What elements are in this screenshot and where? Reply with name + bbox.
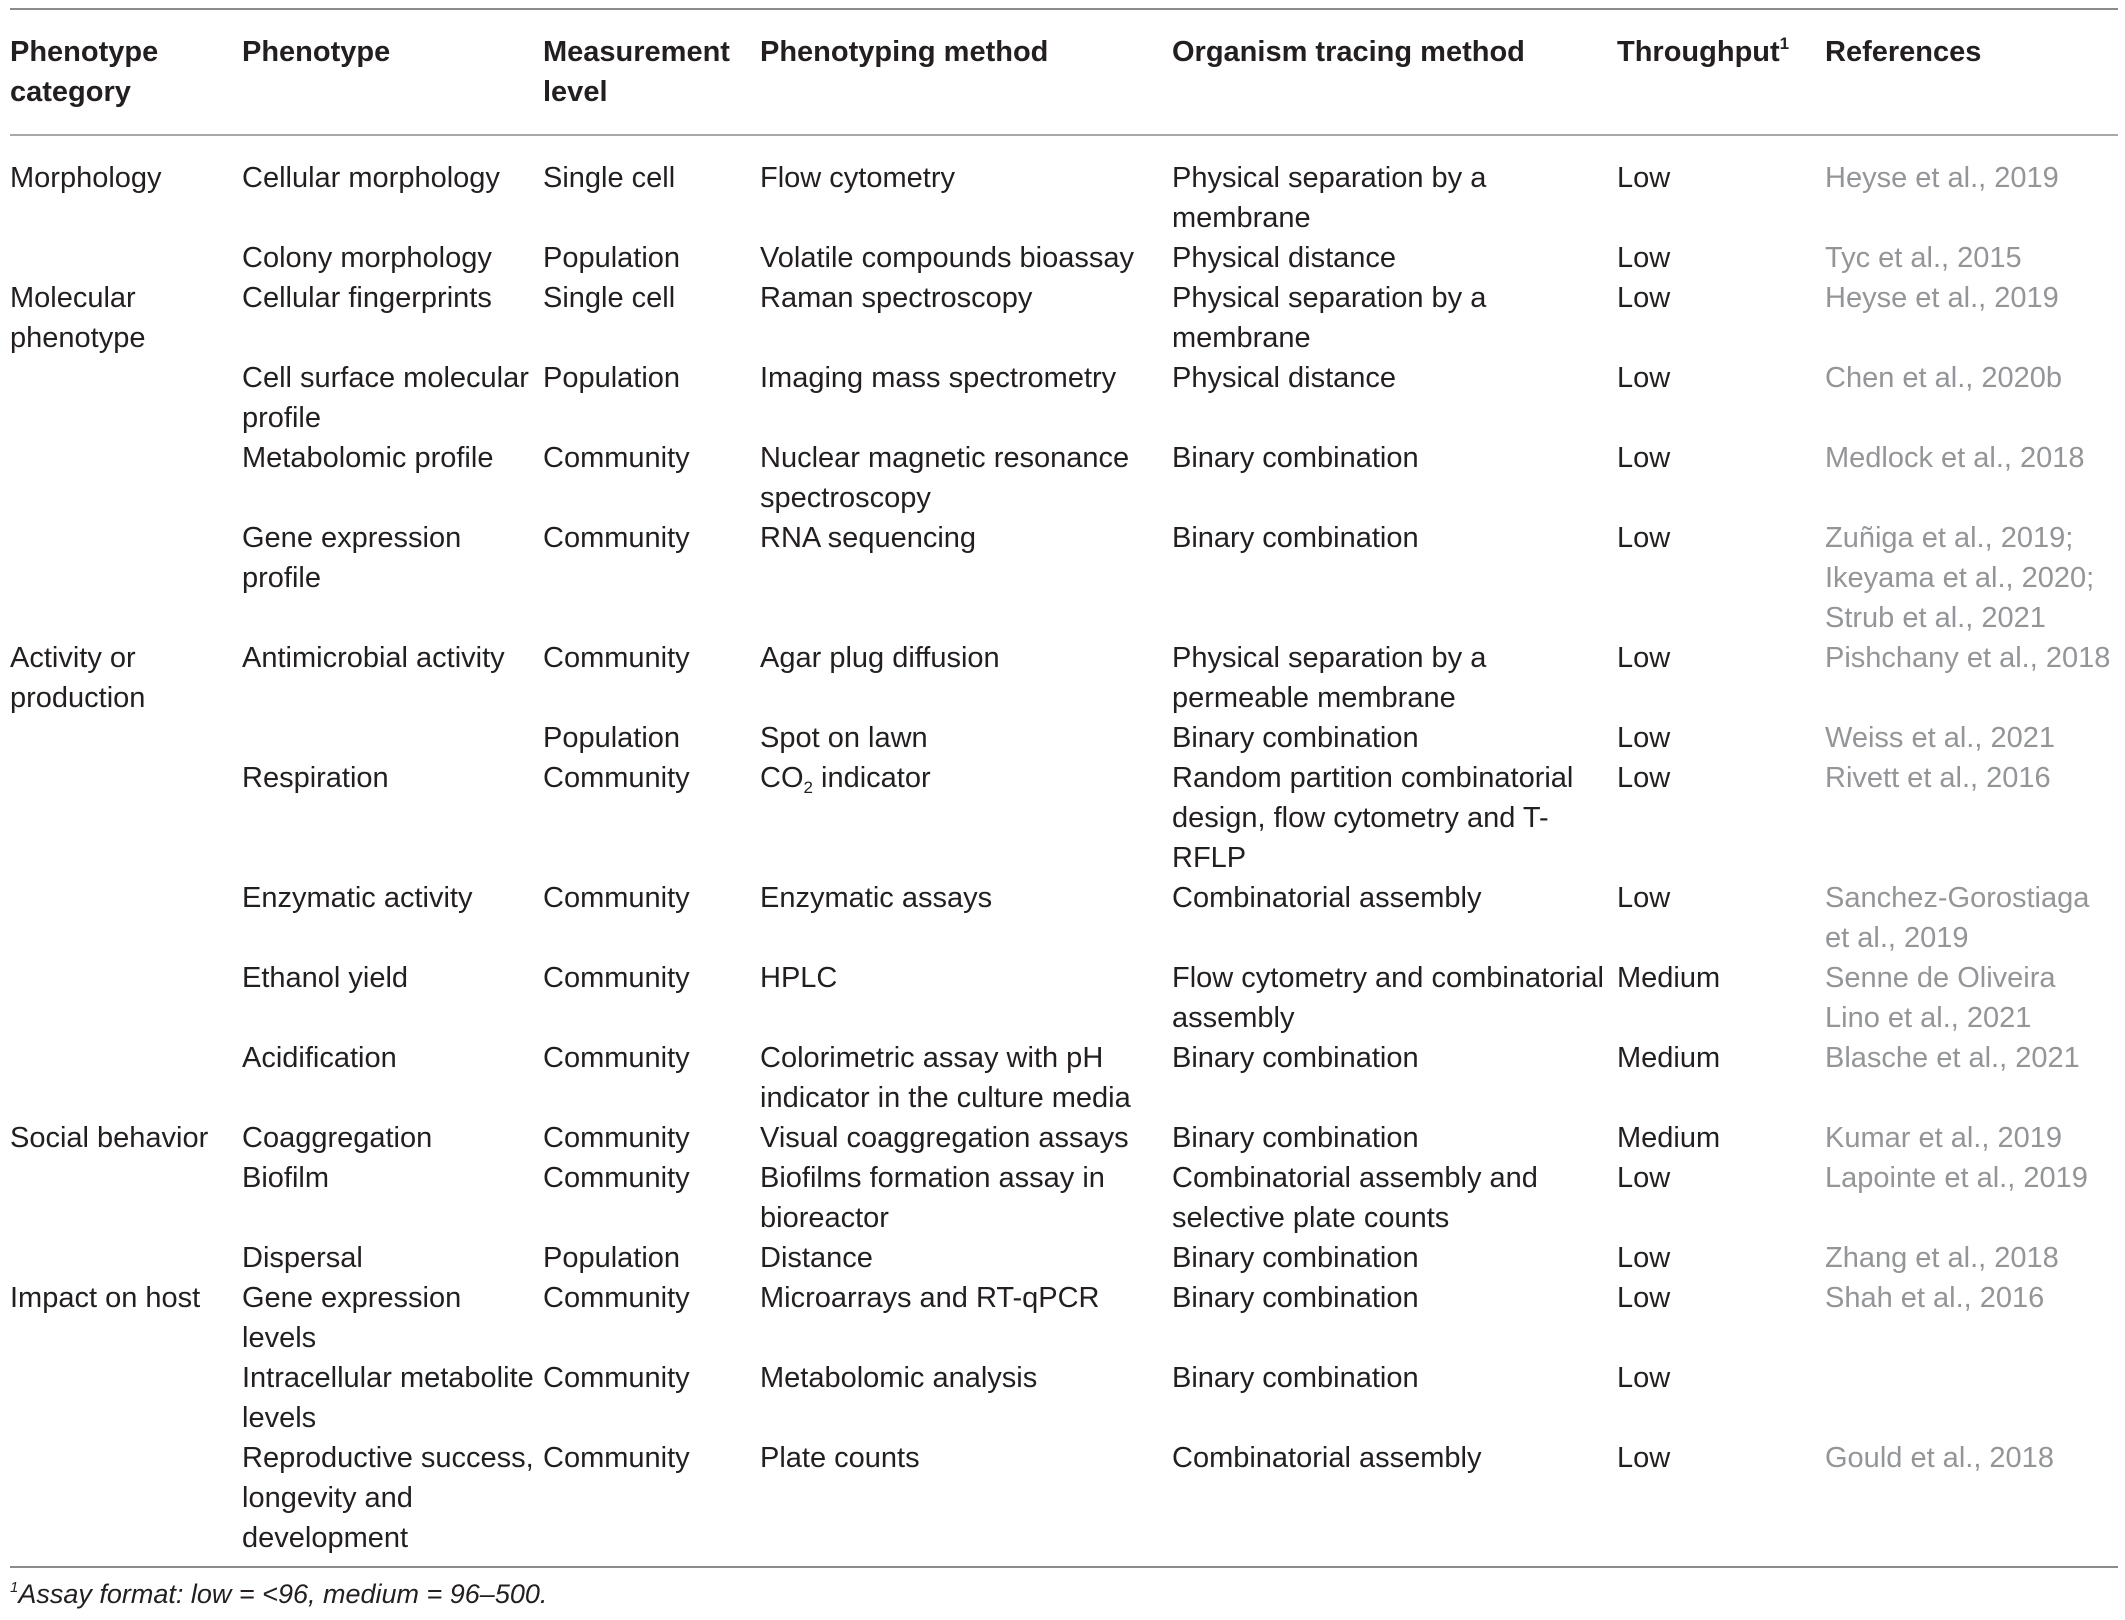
cell-measurement-level: Community bbox=[543, 522, 690, 554]
cell-organism-tracing-method: Flow cytometry and combinatorial assembly bbox=[1172, 962, 1604, 1034]
cell-measurement-level: Population bbox=[543, 242, 681, 274]
cell-measurement-level: Community bbox=[543, 1282, 690, 1314]
footnote-mark: 1 bbox=[10, 1579, 19, 1596]
table-row bbox=[10, 1278, 2118, 1358]
cell-phenotyping-method: Biofilms formation assay in bioreactor bbox=[760, 1162, 1105, 1234]
cell-organism-tracing-method: Physical distance bbox=[1172, 362, 1397, 394]
table-row bbox=[10, 718, 2118, 758]
table-body bbox=[10, 136, 2118, 1566]
cell-throughput: Low bbox=[1617, 1242, 1671, 1274]
header-throughput bbox=[1617, 10, 1825, 134]
cell-phenotype: Intracellular metabolite levels bbox=[242, 1362, 534, 1434]
cell-phenotype-category bbox=[10, 1158, 242, 1238]
cell-phenotyping-method: Volatile compounds bioassay bbox=[760, 242, 1135, 274]
cell-measurement-level: Community bbox=[543, 1442, 690, 1474]
cell-organism-tracing-method: Binary combination bbox=[1172, 1042, 1419, 1074]
cell-phenotype-category bbox=[10, 1038, 242, 1118]
cell-measurement-level: Single cell bbox=[543, 282, 676, 314]
cell-measurement-level: Community bbox=[543, 642, 690, 674]
table-row bbox=[10, 1358, 2118, 1438]
cell-phenotype: Cell surface molecular profile bbox=[242, 362, 529, 434]
cell-phenotyping-method: Enzymatic assays bbox=[760, 882, 993, 914]
bottom-rule bbox=[10, 1566, 2118, 1568]
cell-phenotype: Coaggregation bbox=[242, 1122, 433, 1154]
cell-phenotype-category bbox=[10, 438, 242, 518]
phenotype-table bbox=[10, 10, 2118, 1566]
footnote-text: Assay format: low = <96, medium = 96–500. bbox=[18, 1579, 548, 1609]
cell-phenotype: Gene expression levels bbox=[242, 1282, 462, 1354]
cell-measurement-level: Community bbox=[543, 442, 690, 474]
cell-phenotype: Antimicrobial activity bbox=[242, 642, 505, 674]
cell-measurement-level: Population bbox=[543, 362, 681, 394]
cell-phenotyping-method: Plate counts bbox=[760, 1442, 920, 1474]
data-table bbox=[10, 8, 2118, 1614]
cell-throughput: Medium bbox=[1617, 1122, 1721, 1154]
cell-organism-tracing-method: Random partition combinatorial design, flow cytometry and T-RFLP bbox=[1172, 762, 1574, 874]
cell-phenotype-category: Activity or production bbox=[10, 642, 146, 714]
cell-phenotype: Cellular morphology bbox=[242, 162, 500, 194]
cell-phenotype-category bbox=[10, 1438, 242, 1566]
cell-phenotype-category bbox=[10, 518, 242, 638]
table-row bbox=[10, 438, 2118, 518]
cell-references: Tyc et al., 2015 bbox=[1825, 242, 2022, 274]
cell-throughput: Low bbox=[1617, 1282, 1671, 1314]
table-row bbox=[10, 1238, 2118, 1278]
header-throughput-label: Throughput bbox=[1617, 36, 1780, 68]
cell-throughput: Medium bbox=[1617, 962, 1721, 994]
cell-phenotype-category bbox=[10, 758, 242, 878]
cell-measurement-level: Community bbox=[543, 762, 690, 794]
table-row bbox=[10, 1038, 2118, 1118]
table-header bbox=[10, 10, 2118, 136]
cell-phenotype-category bbox=[10, 878, 242, 958]
cell-organism-tracing-method: Combinatorial assembly bbox=[1172, 882, 1482, 914]
table-row bbox=[10, 136, 2118, 238]
cell-phenotype-category: Molecular phenotype bbox=[10, 282, 146, 354]
cell-measurement-level: Single cell bbox=[543, 162, 676, 194]
cell-references: Heyse et al., 2019 bbox=[1825, 162, 2059, 194]
cell-phenotype: Biofilm bbox=[242, 1162, 330, 1194]
cell-references: Rivett et al., 2016 bbox=[1825, 762, 2051, 794]
cell-references: Pishchany et al., 2018 bbox=[1825, 642, 2111, 674]
cell-organism-tracing-method: Binary combination bbox=[1172, 1362, 1419, 1394]
cell-phenotype-category: Impact on host bbox=[10, 1282, 201, 1314]
cell-measurement-level: Community bbox=[543, 1042, 690, 1074]
cell-throughput: Low bbox=[1617, 1362, 1671, 1394]
header-phenotype: Phenotype bbox=[242, 36, 391, 68]
cell-references: Sanchez-Gorostiaga et al., 2019 bbox=[1825, 882, 2090, 954]
cell-organism-tracing-method: Combinatorial assembly bbox=[1172, 1442, 1482, 1474]
cell-phenotype-category bbox=[10, 1238, 242, 1278]
method-subscript: 2 bbox=[803, 778, 813, 797]
cell-throughput: Low bbox=[1617, 362, 1671, 394]
cell-phenotype: Reproductive success, longevity and development bbox=[242, 1442, 534, 1554]
cell-measurement-level: Population bbox=[543, 722, 681, 754]
cell-throughput: Low bbox=[1617, 722, 1671, 754]
table-row bbox=[10, 278, 2118, 358]
cell-measurement-level: Community bbox=[543, 1362, 690, 1394]
cell-throughput: Low bbox=[1617, 442, 1671, 474]
table-row bbox=[10, 238, 2118, 278]
cell-phenotype: Gene expression profile bbox=[242, 522, 462, 594]
cell-phenotype: Respiration bbox=[242, 762, 389, 794]
table-row bbox=[10, 1158, 2118, 1238]
cell-references: Heyse et al., 2019 bbox=[1825, 282, 2059, 314]
cell-throughput: Low bbox=[1617, 242, 1671, 274]
cell-phenotyping-method: Distance bbox=[760, 1242, 873, 1274]
cell-phenotype: Colony morphology bbox=[242, 242, 492, 274]
cell-organism-tracing-method: Combinatorial assembly and selective plate counts bbox=[1172, 1162, 1538, 1234]
cell-phenotype-category: Morphology bbox=[10, 162, 162, 194]
cell-phenotyping-method: Microarrays and RT-qPCR bbox=[760, 1282, 1100, 1314]
cell-measurement-level: Community bbox=[543, 882, 690, 914]
cell-references: Medlock et al., 2018 bbox=[1825, 442, 2085, 474]
cell-measurement-level: Population bbox=[543, 1242, 681, 1274]
table-row bbox=[10, 358, 2118, 438]
cell-throughput: Low bbox=[1617, 1442, 1671, 1474]
header-measurement-level: Measurement level bbox=[543, 36, 730, 108]
cell-organism-tracing-method: Physical separation by a membrane bbox=[1172, 162, 1487, 234]
header-phenotyping-method: Phenotyping method bbox=[760, 36, 1049, 68]
cell-phenotyping-method: Nuclear magnetic resonance spectroscopy bbox=[760, 442, 1130, 514]
cell-phenotype-category: Social behavior bbox=[10, 1122, 209, 1154]
cell-references: Blasche et al., 2021 bbox=[1825, 1042, 2080, 1074]
cell-phenotype bbox=[242, 718, 543, 758]
cell-phenotype-category bbox=[10, 238, 242, 278]
cell-throughput: Low bbox=[1617, 282, 1671, 314]
cell-phenotyping-method: Spot on lawn bbox=[760, 722, 928, 754]
cell-phenotype-category bbox=[10, 958, 242, 1038]
cell-phenotyping-method: Colorimetric assay with pH indicator in the culture media bbox=[760, 1042, 1131, 1114]
cell-throughput: Low bbox=[1617, 642, 1671, 674]
cell-references: Zuñiga et al., 2019; Ikeyama et al., 2020; Strub et al., 2021 bbox=[1825, 522, 2095, 634]
header-organism-tracing-method: Organism tracing method bbox=[1172, 36, 1525, 68]
cell-phenotyping-method: Metabolomic analysis bbox=[760, 1362, 1038, 1394]
table-row bbox=[10, 878, 2118, 958]
cell-references: Gould et al., 2018 bbox=[1825, 1442, 2054, 1474]
cell-phenotype: Enzymatic activity bbox=[242, 882, 473, 914]
table-row bbox=[10, 518, 2118, 638]
cell-organism-tracing-method: Binary combination bbox=[1172, 522, 1419, 554]
cell-phenotyping-method: Imaging mass spectrometry bbox=[760, 362, 1117, 394]
cell-organism-tracing-method: Physical separation by a permeable membrane bbox=[1172, 642, 1487, 714]
cell-references: Senne de Oliveira Lino et al., 2021 bbox=[1825, 962, 2056, 1034]
cell-throughput: Medium bbox=[1617, 1042, 1721, 1074]
cell-organism-tracing-method: Physical separation by a membrane bbox=[1172, 282, 1487, 354]
cell-phenotyping-method: Raman spectroscopy bbox=[760, 282, 1033, 314]
cell-phenotype: Acidification bbox=[242, 1042, 397, 1074]
table-row bbox=[10, 758, 2118, 878]
header-references: References bbox=[1825, 36, 1982, 68]
cell-phenotyping-method: Agar plug diffusion bbox=[760, 642, 1000, 674]
cell-phenotyping-method: Flow cytometry bbox=[760, 162, 955, 194]
header-phenotype-category: Phenotype category bbox=[10, 36, 159, 108]
cell-phenotyping-method: RNA sequencing bbox=[760, 522, 977, 554]
method-text: CO bbox=[760, 762, 804, 794]
cell-measurement-level: Community bbox=[543, 1162, 690, 1194]
cell-organism-tracing-method: Binary combination bbox=[1172, 722, 1419, 754]
table-row bbox=[10, 1438, 2118, 1566]
method-text: indicator bbox=[812, 762, 931, 794]
cell-measurement-level: Community bbox=[543, 1122, 690, 1154]
cell-throughput: Low bbox=[1617, 762, 1671, 794]
cell-throughput: Low bbox=[1617, 1162, 1671, 1194]
table-row bbox=[10, 958, 2118, 1038]
cell-references: Weiss et al., 2021 bbox=[1825, 722, 2055, 754]
cell-phenotype: Ethanol yield bbox=[242, 962, 409, 994]
cell-phenotype: Metabolomic profile bbox=[242, 442, 494, 474]
table-footnote bbox=[10, 1574, 2118, 1614]
cell-references bbox=[1825, 1358, 2118, 1438]
cell-references: Chen et al., 2020b bbox=[1825, 362, 2063, 394]
cell-phenotype-category bbox=[10, 1358, 242, 1438]
cell-organism-tracing-method: Physical distance bbox=[1172, 242, 1397, 274]
cell-references: Lapointe et al., 2019 bbox=[1825, 1162, 2088, 1194]
cell-organism-tracing-method: Binary combination bbox=[1172, 1282, 1419, 1314]
cell-phenotyping-method: HPLC bbox=[760, 962, 838, 994]
cell-phenotype: Dispersal bbox=[242, 1242, 363, 1274]
cell-phenotype-category bbox=[10, 718, 242, 758]
table-row bbox=[10, 638, 2118, 718]
cell-phenotype-category bbox=[10, 358, 242, 438]
cell-measurement-level: Community bbox=[543, 962, 690, 994]
cell-references: Zhang et al., 2018 bbox=[1825, 1242, 2059, 1274]
cell-phenotyping-method: Visual coaggregation assays bbox=[760, 1122, 1129, 1154]
header-throughput-footnote-mark: 1 bbox=[1779, 34, 1790, 53]
cell-phenotyping-method bbox=[760, 758, 1172, 878]
table-row bbox=[10, 1118, 2118, 1158]
cell-throughput: Low bbox=[1617, 162, 1671, 194]
cell-throughput: Low bbox=[1617, 522, 1671, 554]
cell-phenotype: Cellular fingerprints bbox=[242, 282, 492, 314]
cell-organism-tracing-method: Binary combination bbox=[1172, 1122, 1419, 1154]
cell-throughput: Low bbox=[1617, 882, 1671, 914]
cell-references: Kumar et al., 2019 bbox=[1825, 1122, 2062, 1154]
cell-organism-tracing-method: Binary combination bbox=[1172, 442, 1419, 474]
cell-references: Shah et al., 2016 bbox=[1825, 1282, 2045, 1314]
cell-organism-tracing-method: Binary combination bbox=[1172, 1242, 1419, 1274]
